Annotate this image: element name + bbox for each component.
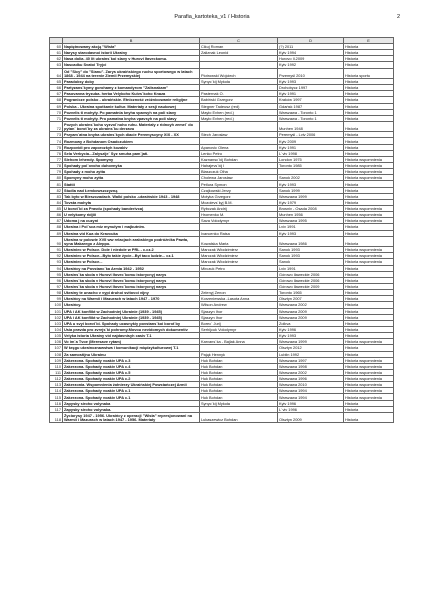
author-cell: Huk Bohdan xyxy=(200,382,278,388)
category-cell: Historia xyxy=(344,144,394,150)
category-cell: Historia xyxy=(344,314,394,320)
book-title: Spohady z moho zytta xyxy=(63,169,200,175)
author-cell: Apanovic Olena xyxy=(200,144,278,150)
author-cell: Huk Bohdan xyxy=(200,376,278,382)
row-number: 73 xyxy=(50,132,63,138)
table-row xyxy=(50,412,394,422)
publication-cell: Warszawa 2009 xyxy=(278,308,344,314)
row-number: 112 xyxy=(50,376,63,382)
category-cell: Historia xyxy=(344,230,394,236)
publication-cell: Sanok xyxy=(278,259,344,265)
book-title: Zakerzona. Spohady voakiv UPA c.3 xyxy=(63,357,200,363)
row-number: 85 xyxy=(50,206,63,212)
book-title: Velyka istoria Ukrainy vid najdavnisyh casiv T.1 xyxy=(63,333,200,339)
author-cell: Ivancenko Raisa xyxy=(200,230,278,236)
book-title: Tovsta mohyła xyxy=(63,199,200,205)
publication-cell: Brosniv - Osada 2008 xyxy=(278,206,344,212)
book-title: Ukrains´ka skola v Hurovi Iłovec´komu istorycnyj narys xyxy=(63,277,200,283)
publication-cell: Warszawa 2010 xyxy=(278,382,344,388)
book-title: Pasovanna tryzuba. herba Velykoho Kuivs´koho Knaza xyxy=(63,91,200,97)
book-title: Ukraina w polowie XVII ww relacjach arabskiego podróżnika Pawła, syna Makarego z Aleppo. xyxy=(63,236,200,246)
row-number: 104 xyxy=(50,326,63,332)
category-cell: Historia wspomnienia xyxy=(344,163,394,169)
author-cell: Marczak Włodzimierz xyxy=(200,253,278,259)
author-cell: Hromenko M. xyxy=(200,212,278,218)
category-cell: Historia xyxy=(344,115,394,121)
category-cell: Historia wspomnienia xyxy=(344,388,394,394)
publication-cell: Warszawa 1999 xyxy=(278,339,344,345)
author-cell xyxy=(200,121,278,131)
category-cell: Historia wspomnienia xyxy=(344,175,394,181)
publication-cell: Warszawa 1994 xyxy=(278,394,344,400)
publication-cell: Warszawa - Toronto 1 xyxy=(278,115,344,121)
book-title: Zakerzona. Spohady voakiv UPA c.4 xyxy=(63,363,200,369)
book-title: Rozmowy z Bohdanom Osadczukiem xyxy=(63,138,200,144)
author-cell: Stegner Tadeusz (red) xyxy=(200,103,278,109)
category-cell: Historia wspomnienia xyxy=(344,339,394,345)
category-cell: Historia wspomnienia xyxy=(344,369,394,375)
author-cell: Marczak Włodzimierz xyxy=(200,247,278,253)
publication-cell: Gdańsk 1987 xyxy=(278,103,344,109)
publication-cell: Kyiv 1993 xyxy=(278,181,344,187)
author-cell: Wilson Andrew xyxy=(200,302,278,308)
category-cell: Historia wspomnienia xyxy=(344,259,394,265)
page-number: 2 xyxy=(396,14,400,20)
row-number: 71 xyxy=(50,115,63,121)
book-title: Studia nad Łemkowszczyzną xyxy=(63,187,200,193)
book-title: Ukrains´ka skola v Hurovi Iłovec´komu istorycnyj narys xyxy=(63,271,200,277)
publication-cell: Kyiv 1996 xyxy=(278,326,344,332)
row-number: 76 xyxy=(50,150,63,156)
publication-cell: Kyiv 1991 xyxy=(278,144,344,150)
book-title: Spomyny moho zytta xyxy=(63,175,200,181)
book-title: Ukraińcy. xyxy=(63,302,200,308)
book-title: Nascadku Svatoi Tryjci xyxy=(63,62,200,68)
book-title: Ukraińcy na Povstanc´ka Armia 1942 - 1952 xyxy=(63,265,200,271)
row-number: 108 xyxy=(50,351,63,357)
row-number: 93 xyxy=(50,259,63,265)
category-cell: Historia wspomnienia xyxy=(344,357,394,363)
table-row xyxy=(50,68,394,78)
row-number: 90 xyxy=(50,236,63,246)
publication-cell: Sanok 1993 xyxy=(278,247,344,253)
row-number: 80 xyxy=(50,175,63,181)
category-cell: Historia xyxy=(344,400,394,406)
publication-cell: Kyiv 1993 xyxy=(278,333,344,339)
book-title: W kręgu ukrainoznawstwa i komunikacji międzykulturowej T.1 xyxy=(63,345,200,351)
category-cell: Historia xyxy=(344,91,394,97)
author-cell: Mayło Evhen (red.) xyxy=(200,109,278,115)
publication-cell: Warszawa 1995 xyxy=(278,218,344,224)
author-cell: Huk Bohdan xyxy=(200,363,278,369)
book-title: Zapysky siroho volynaka. xyxy=(63,406,200,412)
row-number: 88 xyxy=(50,224,63,230)
publication-cell: (?) 2011 xyxy=(278,44,344,50)
book-title: Przyam´atna knyha ukrains´kych diacie Peremyscyny XIX - XX xyxy=(63,132,200,138)
row-number: 83 xyxy=(50,193,63,199)
category-cell: Historia xyxy=(344,150,394,156)
category-cell: Historia wspomnienia xyxy=(344,247,394,253)
book-title: Ukraina i Pol´sca miz mynułym i majbutnim. xyxy=(63,224,200,230)
book-title: Napiętnowany akcją "Wisła" xyxy=(63,44,200,50)
book-title: Sela Verbycia...Zalyszije´ Syz smuha pam´jati. xyxy=(63,150,200,156)
category-cell: Historia xyxy=(344,85,394,91)
category-cell: Historia xyxy=(344,296,394,302)
category-cell: Historia xyxy=(344,345,394,351)
category-cell: Historia xyxy=(344,224,394,230)
book-title: Narysy starodavnoi istorii Ukrainy xyxy=(63,50,200,56)
column-header: E xyxy=(344,38,394,44)
publication-cell: Kraków 1997 xyxy=(278,97,344,103)
category-cell: Historia xyxy=(344,320,394,326)
publication-cell: Munhen 1956 xyxy=(278,212,344,218)
category-cell: Historia xyxy=(344,265,394,271)
author-cell: Mayło Evhen (red.) xyxy=(200,115,278,121)
author-cell: Petlura Symon xyxy=(200,181,278,187)
author-cell: Borec´ Jurij xyxy=(200,320,278,326)
row-number: 62 xyxy=(50,56,63,62)
publication-cell: Warszawa 2002 xyxy=(278,302,344,308)
row-number: 72 xyxy=(50,121,63,131)
publication-cell: L´viv 1998 xyxy=(278,150,344,156)
category-cell: Historia xyxy=(344,277,394,283)
publication-cell: Warszawa 1997 xyxy=(278,357,344,363)
category-cell: Historia xyxy=(344,412,394,422)
row-number: 114 xyxy=(50,388,63,394)
category-cell: Historia xyxy=(344,50,394,56)
publication-cell: Lviv 1991 xyxy=(278,265,344,271)
publication-cell: Olsztyn 2007 xyxy=(278,296,344,302)
category-cell: Historia xyxy=(344,308,394,314)
row-number: 70 xyxy=(50,109,63,115)
row-number: 117 xyxy=(50,406,63,412)
author-cell: Synyc´kij Mykoła xyxy=(200,400,278,406)
author-cell: Sava Volodymyr xyxy=(200,218,278,224)
row-number: 68 xyxy=(50,97,63,103)
category-cell: Historia xyxy=(344,333,394,339)
publication-cell: Kyiv 2009 xyxy=(278,138,344,144)
row-number: 92 xyxy=(50,253,63,259)
author-cell: Serhijcuk Volodymyr xyxy=(200,326,278,332)
row-number: 75 xyxy=(50,144,63,150)
book-title: Zakerzona. Spohady voakiv UPA c.1 xyxy=(63,388,200,394)
row-number: 109 xyxy=(50,357,63,363)
author-cell: Sjaszyn Ihor xyxy=(200,308,278,314)
row-number: 102 xyxy=(50,314,63,320)
category-cell: Historia xyxy=(344,181,394,187)
row-number: 95 xyxy=(50,271,63,277)
author-cell: Hahajevs´kij I xyxy=(200,163,278,169)
row-number: 66 xyxy=(50,85,63,91)
author-cell: Cholewa Jarosław xyxy=(200,175,278,181)
row-number: 69 xyxy=(50,103,63,109)
book-title: UPA u svyi borot´bi. Spohady ucasnykiy povstans´koi borot´by xyxy=(63,320,200,326)
row-number: 65 xyxy=(50,78,63,84)
book-title: Pogranicze polsko - ukraińskie. Etniczność zróżnicowanie religijne xyxy=(63,97,200,103)
category-cell: Historia xyxy=(344,193,394,199)
book-title: Zapysky siroho volynaka xyxy=(63,400,200,406)
book-title: Pozvelis ti mohyły. Pro pamatna knyha vpavsyh na poli slavy xyxy=(63,115,200,121)
category-cell: Historia xyxy=(344,121,394,131)
row-number: 74 xyxy=(50,138,63,144)
publication-cell: Sanok 2002 xyxy=(278,175,344,181)
category-cell: Historia xyxy=(344,302,394,308)
row-number: 78 xyxy=(50,163,63,169)
publication-cell: Kyiv 1991 xyxy=(278,91,344,97)
row-number: 79 xyxy=(50,169,63,175)
column-header: B xyxy=(63,38,200,44)
publication-cell: Zolkva xyxy=(278,320,344,326)
category-cell: Historia xyxy=(344,283,394,289)
publication-cell: Sanok 1999 xyxy=(278,187,344,193)
row-number: 81 xyxy=(50,181,63,187)
author-cell: Pasternak O. xyxy=(200,91,278,97)
row-number: 97 xyxy=(50,283,63,289)
publication-cell: Peremyśl - Lviv 2006 xyxy=(278,132,344,138)
author-cell: Marczak Włodzimierz xyxy=(200,259,278,265)
publication-cell: Munhen 1948 xyxy=(278,121,344,131)
row-number: 86 xyxy=(50,212,63,218)
publication-cell: London 1975 xyxy=(278,156,344,162)
row-number: 116 xyxy=(50,400,63,406)
row-number: 98 xyxy=(50,290,63,296)
category-cell: Historia wspomnienia xyxy=(344,206,394,212)
category-cell: Historia xyxy=(344,271,394,277)
page-header xyxy=(0,14,424,22)
row-number: 77 xyxy=(50,156,63,162)
row-number: 99 xyxy=(50,296,63,302)
row-number: 105 xyxy=(50,333,63,339)
book-title: Ukraińcy na Warmii i Mazurach w latach 1947 - 1970 xyxy=(63,296,200,302)
row-number: 87 xyxy=(50,218,63,224)
book-title: UPA i AK konflikt w Zachodniej Ukrainie (1939 - 1945) xyxy=(63,308,200,314)
author-cell: Lukaszewicz Bohdan xyxy=(200,412,278,422)
book-title: Rozpovidi pro zaporozkyh kozakiv xyxy=(63,144,200,150)
book-title: Ukrainiec w Polsce...Było takie życie...Był taco ludzie... cz.1 xyxy=(63,253,200,259)
book-title: Zakerzonia. Wspomnienia żołnierzy Ukraińskiej Powstańczej Armii xyxy=(63,382,200,388)
row-number: 94 xyxy=(50,265,63,271)
row-number: 103 xyxy=(50,320,63,326)
author-cell: Kaznansc´kij Bohdan xyxy=(200,156,278,162)
book-title: Vo im´a Tvoe (Meresave rytam) xyxy=(63,339,200,345)
publication-cell: Warszawa 2002 xyxy=(278,369,344,375)
publication-cell: Górowo Iławeckie 2009 xyxy=(278,283,344,289)
publication-cell: Warszawa 2009 xyxy=(278,314,344,320)
publication-cell: Przemyśl 2010 xyxy=(278,68,344,78)
author-cell: Mozolevs´kyj B.M. xyxy=(200,199,278,205)
category-cell: Historia sportu xyxy=(344,68,394,78)
publication-cell: Górowo Iławeckie 2006 xyxy=(278,277,344,283)
book-title: Spohady pol´ovoho duhovnyka xyxy=(63,163,200,169)
row-number: 89 xyxy=(50,230,63,236)
publication-cell: Warszawa 1999 xyxy=(278,193,344,199)
row-number: 60 xyxy=(50,44,63,50)
publication-cell: Warszawa - Toronto 1 xyxy=(278,109,344,115)
row-number: 107 xyxy=(50,345,63,351)
book-title: Tak było w Bieszczadach. Walki polsko -ukraińskie 1943 - 1948 xyxy=(63,193,200,199)
publication-cell: Kyiv 1993 xyxy=(278,230,344,236)
author-cell: Huk Bohdan xyxy=(200,388,278,394)
column-header: D xyxy=(278,38,344,44)
book-title: Pozvelis ti mohyły. Po pamatnia knyha vpavsyh na poli slavy xyxy=(63,109,200,115)
publication-cell: Lviv 1991 xyxy=(278,224,344,230)
category-cell: Historia xyxy=(344,326,394,332)
publication-cell: Kyiv 1993 xyxy=(278,78,344,84)
publication-cell: Toronto 1985 xyxy=(278,163,344,169)
category-cell: Historia wspomnienia xyxy=(344,394,394,400)
row-number: 110 xyxy=(50,363,63,369)
book-title: Zakerzona. Spohady voakiv UPA c.1 xyxy=(63,394,200,400)
book-title: Stattii xyxy=(63,181,200,187)
publication-cell: L´viv 1996 xyxy=(278,406,344,412)
book-title: Polska - Ukraina spotkanie kultur. Materiały z sesji naukowej xyxy=(63,103,200,109)
book-title: Od "Sicy" do "Sianu". Zarys ukraińskiego ruchu sportowego w latach 1868 - 1944 na terenie Ziemii Przemyskiej xyxy=(63,68,200,78)
row-number: 106 xyxy=(50,339,63,345)
publication-cell: Warszawa 1994 xyxy=(278,388,344,394)
book-title: Nasa dolia. 40 lit ukrains´koi slavy v Hurovi Iłaveckomu. xyxy=(63,56,200,62)
row-number: 111 xyxy=(50,369,63,375)
publication-cell: Kyiv 1994 xyxy=(278,50,344,56)
author-cell: Pająk Hennyk xyxy=(200,351,278,357)
category-cell: Historia wspomnienia xyxy=(344,218,394,224)
category-cell: Historia xyxy=(344,351,394,357)
category-cell: Historia xyxy=(344,406,394,412)
category-cell: Historia xyxy=(344,97,394,103)
publication-cell: Górowo Iławeckie 2006 xyxy=(278,271,344,277)
author-cell: Synyc´kij Mykoła xyxy=(200,78,278,84)
author-cell: Rybczak Andrij xyxy=(200,206,278,212)
table-row xyxy=(50,121,394,131)
book-title: Ukrains´ka skola v Hurovi Iłovec´komu istorycnyj narys xyxy=(63,283,200,289)
row-number: 67 xyxy=(50,91,63,97)
author-cell: Czajkowski Jerzy xyxy=(200,187,278,193)
category-cell: Historia xyxy=(344,199,394,205)
row-number: 113 xyxy=(50,382,63,388)
author-cell: Huk Bohdan xyxy=(200,394,278,400)
category-cell: Historia xyxy=(344,187,394,193)
author-cell: Motyka Grzegorz xyxy=(200,193,278,199)
author-cell: Stech Jarosław xyxy=(200,132,278,138)
row-number: 115 xyxy=(50,394,63,400)
book-title: Zakerzona. Spohady voakiv UPA c.2 xyxy=(63,376,200,382)
author-cell: Zelenyj Zenon xyxy=(200,290,278,296)
author-cell: Huk Bohdan xyxy=(200,369,278,375)
book-title: Udoma j na cuzyni xyxy=(63,218,200,224)
book-title: Usia pravda pro zvrejs´ki pohromy.Movou nevidomych dokumentiv xyxy=(63,326,200,332)
category-cell: Historia wspomnienia xyxy=(344,253,394,259)
author-cell: Kowalska Maria xyxy=(200,236,278,246)
category-cell: Historia xyxy=(344,103,394,109)
publication-cell: Olsztyn 2009 xyxy=(278,412,344,422)
category-cell: Historia wspomnienia xyxy=(344,376,394,382)
table-body xyxy=(50,44,394,423)
publication-cell: Toronto 1965 xyxy=(278,290,344,296)
author-cell: Cikuj Roman xyxy=(200,44,278,50)
category-cell: Historia xyxy=(344,62,394,68)
publication-cell: Drohobycz 1997 xyxy=(278,85,344,91)
book-title: Ukrainy te unacho v vypi druhoi svitovoi vijny xyxy=(63,290,200,296)
publication-cell: Warszawa 1998 xyxy=(278,363,344,369)
book-title: Ukrainiec w Polsce. Dole i niedole w PRL - c.cz.2 xyxy=(63,247,200,253)
publication-cell: Olsztyn 2012 xyxy=(278,345,344,351)
catalog-table xyxy=(49,37,394,423)
book-title: Życiorysy 1947 - 1956. Ukraińcy z operacji "Wisła" represjonowani na Warmii i Mazurach w latach 1947 - 1956. Materiały xyxy=(63,412,200,422)
publication-cell: Kyiv 1992 xyxy=(278,62,344,68)
category-cell: Historia xyxy=(344,236,394,246)
book-title: Slehom lehendy. Spomyny xyxy=(63,156,200,162)
author-cell: Mirczuk Petro xyxy=(200,265,278,271)
author-cell: Karvans´ka - Bajlak Anna xyxy=(200,339,278,345)
category-cell: Historia xyxy=(344,132,394,138)
category-cell: Historia xyxy=(344,44,394,50)
author-cell: Huk Bohdan xyxy=(200,357,278,363)
author-cell: Sjaszyn Ihor xyxy=(200,314,278,320)
publication-cell: Warszawa 1996 xyxy=(278,376,344,382)
category-cell: Historia wspomnienia xyxy=(344,156,394,162)
book-title: U velykomy ridjiii xyxy=(63,212,200,218)
publication-cell: Hurovo Il.2009 xyxy=(278,56,344,62)
author-cell: Korzeniewska -Lasota Anna xyxy=(200,296,278,302)
author-cell: Błaszczuk Olha xyxy=(200,169,278,175)
book-title: UPA i AK konflikt w Zachodniej Ukrainie (1939 - 1945) xyxy=(63,314,200,320)
book-title: Partyzans´kymy gorohamy z komandyrom "Zalisnakam" xyxy=(63,85,200,91)
row-number: 91 xyxy=(50,247,63,253)
category-cell: Historia xyxy=(344,138,394,144)
row-number: 64 xyxy=(50,68,63,78)
row-number: 82 xyxy=(50,187,63,193)
category-cell: Historia xyxy=(344,109,394,115)
category-cell: Historia wspomnienia xyxy=(344,363,394,369)
category-cell: Historia xyxy=(344,290,394,296)
book-title: Ukraina vid Kua do Kravcuka xyxy=(63,230,200,236)
row-number: 100 xyxy=(50,302,63,308)
row-number: 118 xyxy=(50,412,63,422)
row-number: 101 xyxy=(50,308,63,314)
column-header: C xyxy=(200,38,278,44)
row-number: 96 xyxy=(50,277,63,283)
category-cell: Historia wspomnienia xyxy=(344,382,394,388)
book-title: Zakerzona. Spohady voakiv UPA c.5 xyxy=(63,369,200,375)
book-title: Za samostijnu Ukrainu xyxy=(63,351,200,357)
author-cell: Zaliznak Leonid xyxy=(200,50,278,56)
category-cell: Historia wspomnienia xyxy=(344,212,394,218)
author-cell: Babiński Grzegorz xyxy=(200,97,278,103)
author-cell: Piotrowski Wojciech xyxy=(200,68,278,78)
page-title: Parafia_kartoteka_v1 / Historia xyxy=(174,14,250,20)
book-title: Paradoksy doby xyxy=(63,78,200,84)
publication-cell: Lublin 1992 xyxy=(278,351,344,357)
publication-cell: Kyiv 1979 xyxy=(278,199,344,205)
category-cell: Historia wspomnienia xyxy=(344,169,394,175)
table-row xyxy=(50,236,394,246)
category-cell: Historia xyxy=(344,56,394,62)
row-number: 63 xyxy=(50,62,63,68)
book-title: U borot´bi za Pravdu (spohady banderivca) xyxy=(63,206,200,212)
book-title: Ukrainiec w Polsce... xyxy=(63,259,200,265)
publication-cell: Sanok 1993 xyxy=(278,253,344,259)
book-title: Pozych ukrains´koho vyzvol´noho ruhu. Materiały z ridnoyh zemel´ do pytan´ borot´by za ukrains´ku derzavu xyxy=(63,121,200,131)
publication-cell: Kyiv 1996 xyxy=(278,400,344,406)
publication-cell: Warszawa 1986 xyxy=(278,236,344,246)
category-cell: Historia xyxy=(344,78,394,84)
row-number: 61 xyxy=(50,50,63,56)
row-number: 84 xyxy=(50,199,63,205)
author-cell: Lenko Petro xyxy=(200,150,278,156)
